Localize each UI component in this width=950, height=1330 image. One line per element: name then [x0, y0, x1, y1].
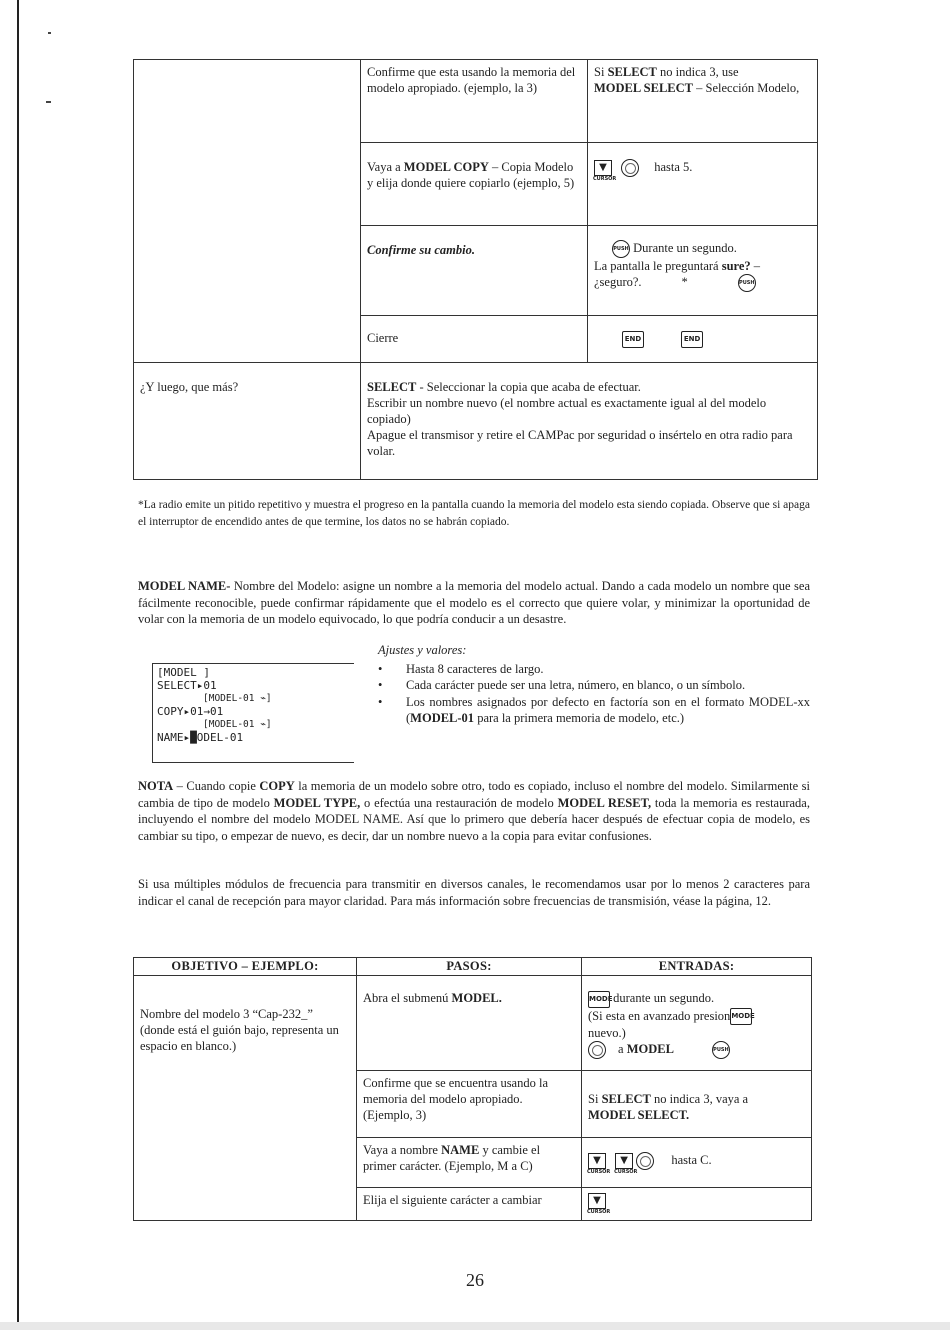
step-cell: Elija el siguiente carácter a cambiar: [357, 1188, 582, 1221]
entry-cell: PUSH Durante un segundo. La pantalla le preguntará sure? – ¿seguro?. * PUSH: [588, 226, 818, 316]
push-dial-icon: PUSH: [738, 274, 756, 292]
dial-icon: [636, 1152, 654, 1170]
model-name-table: [133, 957, 812, 1221]
list-item: • Hasta 8 caracteres de largo.: [378, 661, 810, 678]
table-row: [134, 60, 818, 143]
objective-cell: ¿Y luego, que más?: [134, 363, 361, 480]
table-header-row: [134, 958, 812, 976]
entry-cell: [588, 316, 818, 363]
frequency-paragraph: Si usa múltiples módulos de frecuencia para transmitir en diversos canales, le recomendamos usar por lo menos 2 caracteres para indicar el canal de recepción para mayor claridad. Para más información sobre frecuencias de transmisión, véase la página, 12.: [138, 877, 810, 908]
mode-key-icon: MODE: [730, 1008, 752, 1025]
push-dial-icon: PUSH: [612, 240, 630, 258]
objective-cell: Nombre del modelo 3 “Cap-232_” (donde está el guión bajo, representa un espacio en blanco.): [134, 976, 357, 1221]
column-header: OBJETIVO – EJEMPLO:: [134, 958, 357, 976]
scan-speck: [46, 101, 51, 103]
step-cell: Vaya a nombre NAME y cambie el primer carácter. (Ejemplo, M a C): [357, 1138, 582, 1188]
step-cell: Confirme que se encuentra usando la memoria del modelo apropiado. (Ejemplo, 3): [357, 1071, 582, 1138]
table-row: [134, 363, 818, 480]
settings-list: Ajustes y valores: • Hasta 8 caracteres de largo. • Cada carácter puede ser una letra, número, en blanco, o un símbolo. • Los nombres asignados por defecto en factoría son en el formato MODEL-xx (MODEL-01 para la primera memoria de modelo, etc.): [378, 642, 810, 727]
cursor-key-icon: ▼ CURSOR: [587, 1195, 611, 1216]
page-number: 26: [466, 1270, 484, 1290]
cursor-key-icon: ▼ CURSOR: [593, 162, 617, 183]
cursor-key-icon: ▼ CURSOR: [587, 1155, 611, 1176]
end-key-icon: END: [622, 331, 644, 348]
column-header: PASOS:: [357, 958, 582, 976]
list-item: • Los nombres asignados por defecto en factoría son en el formato MODEL-xx (MODEL-01 para la primera memoria de modelo, etc.): [378, 694, 810, 727]
nota-paragraph: NOTA – Cuando copie COPY la memoria de un modelo sobre otro, todo es copiado, incluso el nombre del modelo. Similarmente si cambia de tipo de modelo MODEL TYPE, o efectúa una restauración de modelo MODEL RESET, toda la memoria es restaurada, incluyendo el nombre del modelo MODEL NAME. Así que lo primero que debería hacer después de efectuar copia de modelo, es cambiar su tipo, o empezar de nuevo, es decir, dar un nombre nuevo a la copia para evitar confusiones.: [138, 779, 810, 843]
entry-cell: ▼ CURSOR ▼ CURSOR hasta C.: [582, 1138, 812, 1188]
mode-key-icon: MODE: [588, 991, 610, 1008]
cursor-key-icon: ▼ CURSOR: [614, 1155, 638, 1176]
step-cell: Vaya a MODEL COPY – Copia Modelo y elija donde quiere copiarlo (ejemplo, 5): [361, 143, 588, 226]
table-row: [134, 976, 812, 1071]
model-copy-table: [133, 59, 818, 480]
model-name-paragraph: MODEL NAME- Nombre del Modelo: asigne un nombre a la memoria del modelo actual. Dando a cada modelo un nombre que sea fácilmente reconocible, puede confirmar rápidamente que el modelo es el correcto que quiere volar, y minimizar la oportunidad de volar con la memoria de un modelo equivocado, lo que podría conducir a un desastre.: [138, 579, 810, 626]
entry-cell: [582, 1188, 812, 1221]
step-cell: Confirme su cambio.: [361, 226, 588, 316]
entry-cell: Si SELECT no indica 3, use MODEL SELECT – Selección Modelo,: [588, 60, 818, 143]
list-item: • Cada carácter puede ser una letra, número, en blanco, o un símbolo.: [378, 677, 810, 694]
step-cell: SELECT - Seleccionar la copia que acaba de efectuar. Escribir un nombre nuevo (el nombre actual es exactamente igual al del modelo copiado) Apague el transmisor y retire el CAMPac por seguridad o insértelo en otra radio para volar.: [361, 363, 818, 480]
dial-icon: [621, 159, 639, 177]
scan-edge: [0, 1322, 950, 1330]
entry-cell: MODE durante un segundo. (Si esta en avanzado presionMODE nuevo.) a MODEL PUSH: [582, 976, 812, 1071]
column-header: ENTRADAS:: [582, 958, 812, 976]
step-cell: Abra el submenú MODEL.: [357, 976, 582, 1071]
scan-speck: [48, 32, 51, 34]
entry-cell: Si SELECT no indica 3, vaya a MODEL SELECT.: [582, 1071, 812, 1138]
footnote: *La radio emite un pitido repetitivo y muestra el progreso en la pantalla cuando la memoria del modelo esta siendo copiada. Observe que si apaga el interruptor de encendido antes de que termine, los datos no se habrán copiado.: [138, 499, 810, 528]
push-dial-icon: PUSH: [712, 1041, 730, 1059]
objective-cell: [134, 60, 361, 363]
step-cell: Confirme que esta usando la memoria del modelo apropiado. (ejemplo, la 3): [361, 60, 588, 143]
dial-icon: [588, 1041, 606, 1059]
end-key-icon: END: [681, 331, 703, 348]
scan-edge: [17, 0, 19, 1330]
lcd-display: [MODEL ] SELECT▸01 [MODEL-01 ⌁] COPY▸01→01 [MODEL-01 ⌁] NAME▸█ODEL-01: [152, 663, 354, 763]
entry-cell: ▼ CURSOR hasta 5.: [588, 143, 818, 226]
step-cell: Cierre: [361, 316, 588, 363]
